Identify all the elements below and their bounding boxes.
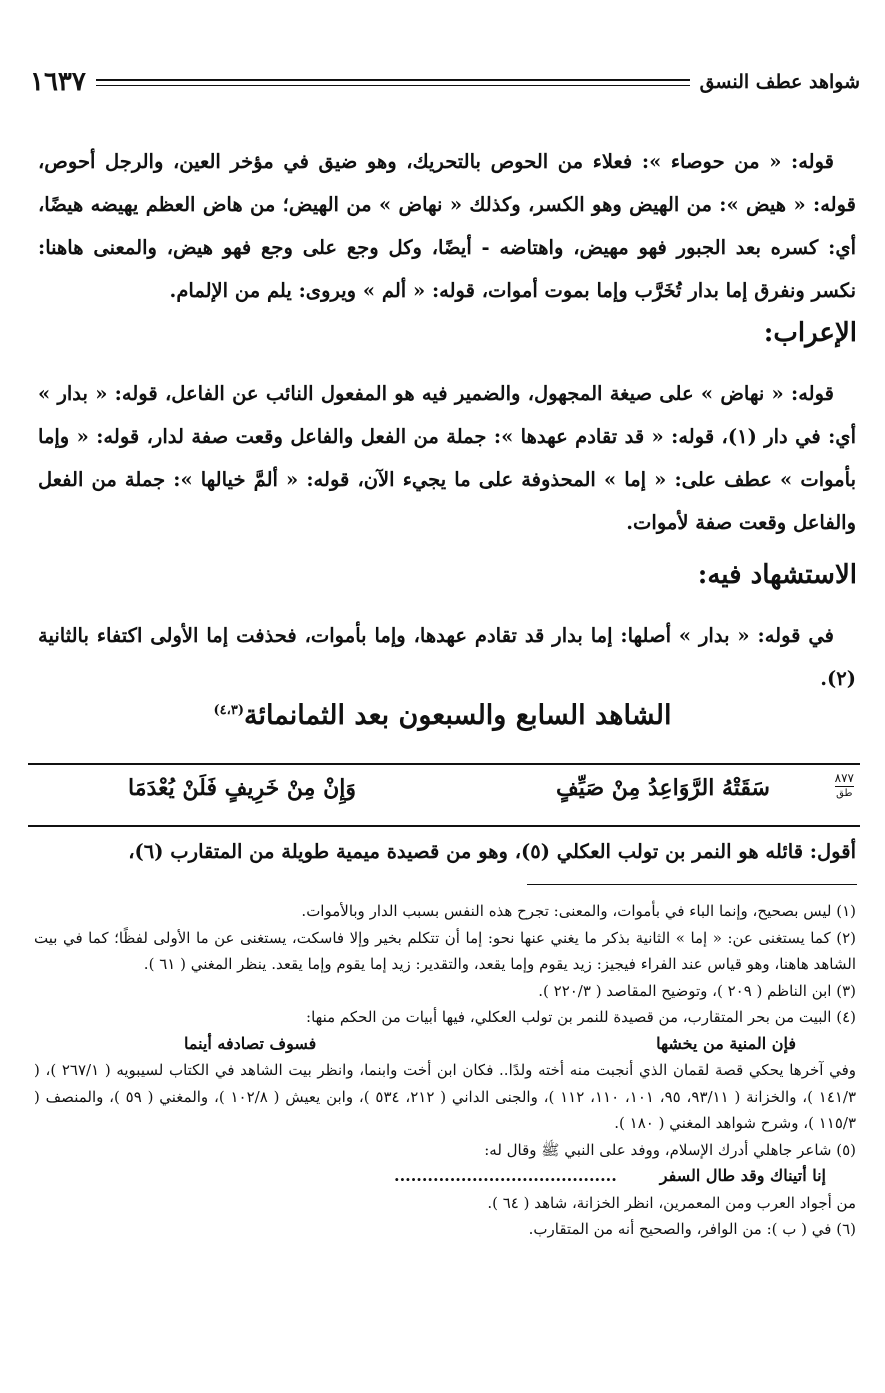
footnote-verse-1-part-1: فإن المنية من يخشها	[656, 1033, 796, 1053]
header-rule	[96, 79, 690, 86]
footnote-verse-2-part-2: ........................................	[394, 1166, 617, 1185]
footnote-1: (١) ليس بصحيح، وإنما الباء في بأموات، والمعنى: تجرح هذه النفس بسبب الدار وبالأموات.	[301, 902, 856, 920]
footnote-6: (٦) في ( ب ): من الوافر، والصحيح أنه من المتقارب.	[528, 1220, 856, 1238]
footnote-5-continued: من أجواد العرب ومن المعمرين، انظر الخزانة، شاهد ( ٦٤ ).	[487, 1193, 856, 1212]
footnote-2: (٢) كما يستغنى عن: « إما » الثانية بذكر ما يغني عنها نحو: إما أن تتكلم بخير وإلا فاسكت، يستغنى عن ما الأولى لفظًا؛ كما في بيت الشاهد هاهنا، وهو قياس عند الفراء فيجيز: زيد يقوم وإما يقعد، والتقدير: زيد إما يقوم وإما يقعد. ينظر المغني ( ٦١ ).	[34, 928, 856, 973]
footnote-verse-2	[34, 1163, 856, 1190]
section-title-text: الشاهد السابع والسبعون بعد الثمانمائة	[243, 700, 672, 731]
aqul-text	[38, 830, 856, 873]
section-title	[0, 700, 885, 731]
section-title-note: (٤،٣)	[213, 703, 244, 718]
istishhad-heading: الاستشهاد فيه:	[697, 560, 857, 590]
footnote-rule	[527, 884, 857, 885]
footnote-3: (٣) ابن الناظم ( ٢٠٩ )، وتوضيح المقاصد ( ٢٢٠/٣ ).	[538, 981, 856, 1000]
istishhad-paragraph: في قوله: « بدار » أصلها: إما بدار قد تقادم عهدها، وإما بأموات، فحذفت إما الأولى اكتفاء بالثانية (٢).	[38, 624, 856, 690]
running-head	[30, 62, 860, 102]
irab-heading: الإعراب:	[763, 318, 857, 348]
running-title: شواهد عطف النسق	[699, 71, 860, 93]
intro-text	[38, 140, 856, 312]
irab-paragraph: قوله: « نهاض » على صيغة المجهول، والضمير فيه هو المفعول النائب عن الفاعل، قوله: « بدار » أي: في دار (١)، قوله: « قد تقادم عهدها »: جملة من الفعل والفاعل وقعت صفة لدار، قوله: « وإما بأموات » عطف على: « إما » المحذوفة على ما يجيء الآن، قوله: « ألمَّ خيالها »: جملة من الفعل والفاعل وقعت صفة لأموات.	[38, 382, 856, 534]
istishhad-text	[38, 614, 856, 700]
page-number: ١٦٣٧	[30, 67, 86, 97]
verse-box	[28, 763, 860, 827]
footnote-5: (٥) شاعر جاهلي أدرك الإسلام، ووفد على النبي ﷺ وقال له:	[484, 1140, 856, 1159]
intro-paragraph: قوله: « من حوصاء »: فعلاء من الحوص بالتحريك، وهو ضيق في مؤخر العين، والرجل أحوص، قوله: « هيض »: من الهيض وهو الكسر، وكذلك « نهاض » من الهيض؛ من هاض العظم يهيضه هيضًا، أي: كسره بعد الجبور فهو مهيض، واهتاضه - أيضًا، وكل وجع على وجع فهو هيض، والمعنى هاهنا: نكسر ونفرق إما بدار تُخَرَّب وإما بموت أموات، قوله: « ألم » ويروى: يلم من الإلمام.	[38, 150, 856, 302]
verse-number-block	[835, 771, 854, 801]
verse-hemistich-2: وَإِنْ مِنْ خَرِيفٍ فَلَنْ يُعْدَمَا	[128, 775, 357, 801]
footnotes	[34, 898, 856, 1243]
verse-number: ٨٧٧	[834, 771, 854, 785]
footnote-verse-1-part-2: فسوف تصادفه أينما	[184, 1033, 317, 1053]
footnote-4: (٤) البيت من بحر المتقارب، من قصيدة للنمر بن تولب العكلي، فيها أبيات من الحكم منها:	[306, 1008, 856, 1026]
footnote-verse-1	[34, 1031, 856, 1058]
footnote-4-continued: وفي آخرها يحكي قصة لقمان الذي أنجبت منه أخته ولدًا.. فكان ابن أخت وابنما، وانظر بيت الشاهد في الكتاب لسيبويه ( ٢٦٧/١ )، ( ١٤١/٣ )، والخزانة ( ٩٣/١١، ٩٥، ١٠١، ١١٠، ١١٢ )، والجنى الداني ( ٢١٢، ٥٣٤ )، وابن يعيش ( ١٠٢/٨ )، والمغني ( ٥٩ )، والمنصف ( ١١٥/٣ )، وشرح شواهد المغني ( ١٨٠ ).	[34, 1061, 857, 1132]
footnote-verse-2-part-1: إنا أتيناك وقد طال السفر	[659, 1166, 826, 1185]
irab-text	[38, 372, 856, 544]
aqul-paragraph: أقول: قائله هو النمر بن تولب العكلي (٥)، وهو من قصيدة ميمية طويلة من المتقارب (٦)،	[128, 840, 856, 863]
verse-hemistich-1: سَقَتْهُ الرَّوَاعِدُ مِنْ صَيِّفٍ	[556, 775, 770, 801]
verse-tag: طق	[836, 788, 853, 799]
